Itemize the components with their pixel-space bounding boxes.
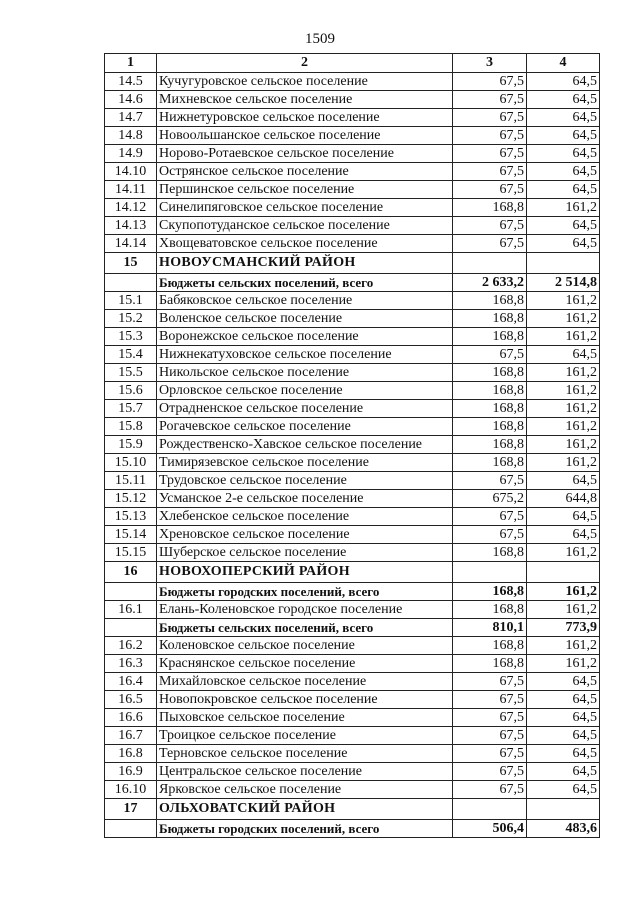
table-row	[105, 436, 600, 454]
budget-table	[104, 53, 600, 838]
row-value-col4: 161,2	[527, 601, 600, 619]
table-header	[105, 54, 600, 73]
row-value-col4: 64,5	[527, 346, 600, 364]
row-name: Терновское сельское поселение	[157, 745, 453, 763]
row-value-col4: 161,2	[527, 310, 600, 328]
header-row	[105, 54, 600, 73]
row-name: ОЛЬХОВАТСКИЙ РАЙОН	[157, 799, 453, 820]
row-value-col4: 64,5	[527, 217, 600, 235]
table-row	[105, 709, 600, 727]
row-number: 17	[105, 799, 157, 820]
row-number: 16.6	[105, 709, 157, 727]
row-value-col3: 168,8	[453, 637, 527, 655]
row-value-col3: 67,5	[453, 127, 527, 145]
row-number: 15.13	[105, 508, 157, 526]
row-name: Бабяковское сельское поселение	[157, 292, 453, 310]
row-value-col3	[453, 253, 527, 274]
row-value-col3: 168,8	[453, 583, 527, 601]
table-row	[105, 637, 600, 655]
row-value-col4: 161,2	[527, 382, 600, 400]
row-number: 15.11	[105, 472, 157, 490]
table-row	[105, 601, 600, 619]
row-name: Пыховское сельское поселение	[157, 709, 453, 727]
row-number: 15.10	[105, 454, 157, 472]
row-value-col3: 67,5	[453, 163, 527, 181]
row-value-col3: 67,5	[453, 781, 527, 799]
row-value-col3: 168,8	[453, 364, 527, 382]
row-value-col4: 64,5	[527, 673, 600, 691]
row-value-col3: 67,5	[453, 235, 527, 253]
row-value-col3: 67,5	[453, 673, 527, 691]
row-number: 14.8	[105, 127, 157, 145]
row-value-col3: 168,8	[453, 544, 527, 562]
row-name: Воронежское сельское поселение	[157, 328, 453, 346]
row-number: 15.4	[105, 346, 157, 364]
table-row	[105, 199, 600, 217]
table-row	[105, 454, 600, 472]
row-value-col4: 64,5	[527, 235, 600, 253]
district-row	[105, 253, 600, 274]
row-value-col4: 161,2	[527, 583, 600, 601]
row-name: Нижнекатуховское сельское поселение	[157, 346, 453, 364]
row-value-col4: 64,5	[527, 745, 600, 763]
row-name: Бюджеты сельских поселений, всего	[157, 274, 453, 292]
row-name: Бюджеты сельских поселений, всего	[157, 619, 453, 637]
table-row	[105, 217, 600, 235]
row-name: Ярковское сельское поселение	[157, 781, 453, 799]
table-body	[105, 73, 600, 838]
row-name: Шуберское сельское поселение	[157, 544, 453, 562]
row-name: Нижнетуровское сельское поселение	[157, 109, 453, 127]
row-value-col4: 64,5	[527, 91, 600, 109]
row-value-col4: 161,2	[527, 364, 600, 382]
row-value-col4: 64,5	[527, 472, 600, 490]
row-value-col4: 64,5	[527, 109, 600, 127]
row-number: 14.10	[105, 163, 157, 181]
row-value-col4: 64,5	[527, 508, 600, 526]
row-value-col3: 168,8	[453, 292, 527, 310]
row-value-col3: 67,5	[453, 217, 527, 235]
row-value-col3: 810,1	[453, 619, 527, 637]
table-row	[105, 364, 600, 382]
table-row	[105, 490, 600, 508]
row-name: Отрадненское сельское поселение	[157, 400, 453, 418]
table-row	[105, 328, 600, 346]
row-number: 16.10	[105, 781, 157, 799]
row-number: 16.4	[105, 673, 157, 691]
row-number: 15.9	[105, 436, 157, 454]
table-row	[105, 472, 600, 490]
row-value-col3: 67,5	[453, 745, 527, 763]
row-number: 14.5	[105, 73, 157, 91]
row-number: 15.1	[105, 292, 157, 310]
row-number: 14.6	[105, 91, 157, 109]
row-number: 15.2	[105, 310, 157, 328]
row-number	[105, 619, 157, 637]
row-value-col3: 67,5	[453, 181, 527, 199]
row-value-col3: 168,8	[453, 655, 527, 673]
table-row	[105, 127, 600, 145]
table-row	[105, 508, 600, 526]
row-value-col3: 168,8	[453, 418, 527, 436]
row-value-col3: 67,5	[453, 727, 527, 745]
row-number: 16	[105, 562, 157, 583]
table-row	[105, 526, 600, 544]
table-row	[105, 109, 600, 127]
row-value-col3: 67,5	[453, 73, 527, 91]
row-value-col4: 161,2	[527, 637, 600, 655]
row-name: Рождественско-Хавское сельское поселение	[157, 436, 453, 454]
row-value-col3: 168,8	[453, 400, 527, 418]
table-row	[105, 181, 600, 199]
row-number: 15.15	[105, 544, 157, 562]
row-value-col4: 64,5	[527, 526, 600, 544]
row-number	[105, 583, 157, 601]
row-name: Михневское сельское поселение	[157, 91, 453, 109]
row-number: 15.3	[105, 328, 157, 346]
row-value-col3: 168,8	[453, 454, 527, 472]
row-number: 15.6	[105, 382, 157, 400]
district-row	[105, 562, 600, 583]
row-value-col4: 644,8	[527, 490, 600, 508]
row-name: Бюджеты городских поселений, всего	[157, 583, 453, 601]
row-name: Тимирязевское сельское поселение	[157, 454, 453, 472]
row-value-col4: 64,5	[527, 163, 600, 181]
row-value-col3: 168,8	[453, 436, 527, 454]
row-value-col3: 675,2	[453, 490, 527, 508]
row-number: 16.3	[105, 655, 157, 673]
row-name: Центральское сельское поселение	[157, 763, 453, 781]
row-value-col3: 168,8	[453, 328, 527, 346]
row-name: Кучугуровское сельское поселение	[157, 73, 453, 91]
row-name: Орловское сельское поселение	[157, 382, 453, 400]
row-value-col4: 161,2	[527, 328, 600, 346]
row-number: 15.12	[105, 490, 157, 508]
table-row	[105, 400, 600, 418]
row-value-col4: 161,2	[527, 400, 600, 418]
row-value-col4: 161,2	[527, 292, 600, 310]
table-row	[105, 382, 600, 400]
row-number: 14.13	[105, 217, 157, 235]
table-row	[105, 235, 600, 253]
row-value-col4: 483,6	[527, 820, 600, 838]
row-number: 16.9	[105, 763, 157, 781]
row-number: 16.5	[105, 691, 157, 709]
table-row	[105, 727, 600, 745]
table-row	[105, 310, 600, 328]
row-name: Новопокровское сельское поселение	[157, 691, 453, 709]
row-value-col3: 67,5	[453, 472, 527, 490]
row-value-col4	[527, 253, 600, 274]
row-value-col4: 161,2	[527, 655, 600, 673]
table-row	[105, 418, 600, 436]
row-name: Никольское сельское поселение	[157, 364, 453, 382]
subtotal-row	[105, 820, 600, 838]
row-value-col3: 67,5	[453, 526, 527, 544]
row-value-col4: 64,5	[527, 73, 600, 91]
row-value-col4: 64,5	[527, 127, 600, 145]
row-number: 15.8	[105, 418, 157, 436]
row-value-col3: 168,8	[453, 199, 527, 217]
table-row	[105, 346, 600, 364]
row-value-col4: 64,5	[527, 709, 600, 727]
row-name: Рогачевское сельское поселение	[157, 418, 453, 436]
row-value-col3: 67,5	[453, 145, 527, 163]
table-row	[105, 763, 600, 781]
row-value-col3: 67,5	[453, 508, 527, 526]
row-value-col3: 168,8	[453, 601, 527, 619]
table-row	[105, 145, 600, 163]
table-row	[105, 745, 600, 763]
row-name: НОВОХОПЕРСКИЙ РАЙОН	[157, 562, 453, 583]
district-row	[105, 799, 600, 820]
subtotal-row	[105, 619, 600, 637]
row-value-col3: 168,8	[453, 310, 527, 328]
row-number: 15.14	[105, 526, 157, 544]
row-name: Хреновское сельское поселение	[157, 526, 453, 544]
row-number: 14.9	[105, 145, 157, 163]
header-col-1: 1	[105, 54, 157, 73]
row-number: 16.8	[105, 745, 157, 763]
header-col-3: 3	[453, 54, 527, 73]
row-value-col3	[453, 562, 527, 583]
row-name: Острянское сельское поселение	[157, 163, 453, 181]
row-number: 15.7	[105, 400, 157, 418]
table-row	[105, 73, 600, 91]
header-col-2: 2	[157, 54, 453, 73]
row-value-col4: 161,2	[527, 436, 600, 454]
row-value-col3	[453, 799, 527, 820]
row-name: Новоольшанское сельское поселение	[157, 127, 453, 145]
row-name: Бюджеты городских поселений, всего	[157, 820, 453, 838]
row-number: 15.5	[105, 364, 157, 382]
row-value-col3: 67,5	[453, 691, 527, 709]
row-value-col4: 64,5	[527, 691, 600, 709]
row-value-col4: 64,5	[527, 145, 600, 163]
row-value-col4: 161,2	[527, 199, 600, 217]
row-number: 14.14	[105, 235, 157, 253]
row-value-col4: 64,5	[527, 781, 600, 799]
row-number: 14.11	[105, 181, 157, 199]
row-value-col3: 2 633,2	[453, 274, 527, 292]
row-name: Троицкое сельское поселение	[157, 727, 453, 745]
row-value-col3: 168,8	[453, 382, 527, 400]
row-number: 16.2	[105, 637, 157, 655]
row-number: 16.1	[105, 601, 157, 619]
row-value-col3: 67,5	[453, 91, 527, 109]
row-number: 14.12	[105, 199, 157, 217]
table-row	[105, 691, 600, 709]
row-name: Краснянское сельское поселение	[157, 655, 453, 673]
row-name: Елань-Коленовское городское поселение	[157, 601, 453, 619]
row-value-col4: 773,9	[527, 619, 600, 637]
table-row	[105, 544, 600, 562]
row-name: Скупопотуданское сельское поселение	[157, 217, 453, 235]
table-row	[105, 292, 600, 310]
row-name: НОВОУСМАНСКИЙ РАЙОН	[157, 253, 453, 274]
row-name: Михайловское сельское поселение	[157, 673, 453, 691]
subtotal-row	[105, 274, 600, 292]
table-row	[105, 781, 600, 799]
row-name: Хвощеватовское сельское поселение	[157, 235, 453, 253]
table-row	[105, 91, 600, 109]
page-number: 1509	[305, 31, 335, 47]
row-value-col3: 67,5	[453, 346, 527, 364]
row-value-col4: 64,5	[527, 181, 600, 199]
row-name: Трудовское сельское поселение	[157, 472, 453, 490]
table-row	[105, 673, 600, 691]
row-number	[105, 820, 157, 838]
row-value-col3: 67,5	[453, 109, 527, 127]
row-value-col4	[527, 799, 600, 820]
row-name: Синелипяговское сельское поселение	[157, 199, 453, 217]
row-value-col4: 64,5	[527, 763, 600, 781]
table-row	[105, 163, 600, 181]
row-number: 15	[105, 253, 157, 274]
row-name: Першинское сельское поселение	[157, 181, 453, 199]
row-name: Хлебенское сельское поселение	[157, 508, 453, 526]
row-value-col3: 67,5	[453, 763, 527, 781]
row-value-col4: 64,5	[527, 727, 600, 745]
row-value-col4: 161,2	[527, 418, 600, 436]
row-name: Воленское сельское поселение	[157, 310, 453, 328]
row-value-col4: 161,2	[527, 544, 600, 562]
row-name: Норово-Ротаевское сельское поселение	[157, 145, 453, 163]
row-name: Усманское 2-е сельское поселение	[157, 490, 453, 508]
table-row	[105, 655, 600, 673]
row-value-col3: 506,4	[453, 820, 527, 838]
row-value-col3: 67,5	[453, 709, 527, 727]
row-number: 16.7	[105, 727, 157, 745]
row-value-col4: 2 514,8	[527, 274, 600, 292]
header-col-4: 4	[527, 54, 600, 73]
row-value-col4: 161,2	[527, 454, 600, 472]
row-number: 14.7	[105, 109, 157, 127]
row-number	[105, 274, 157, 292]
row-value-col4	[527, 562, 600, 583]
subtotal-row	[105, 583, 600, 601]
row-name: Коленовское сельское поселение	[157, 637, 453, 655]
